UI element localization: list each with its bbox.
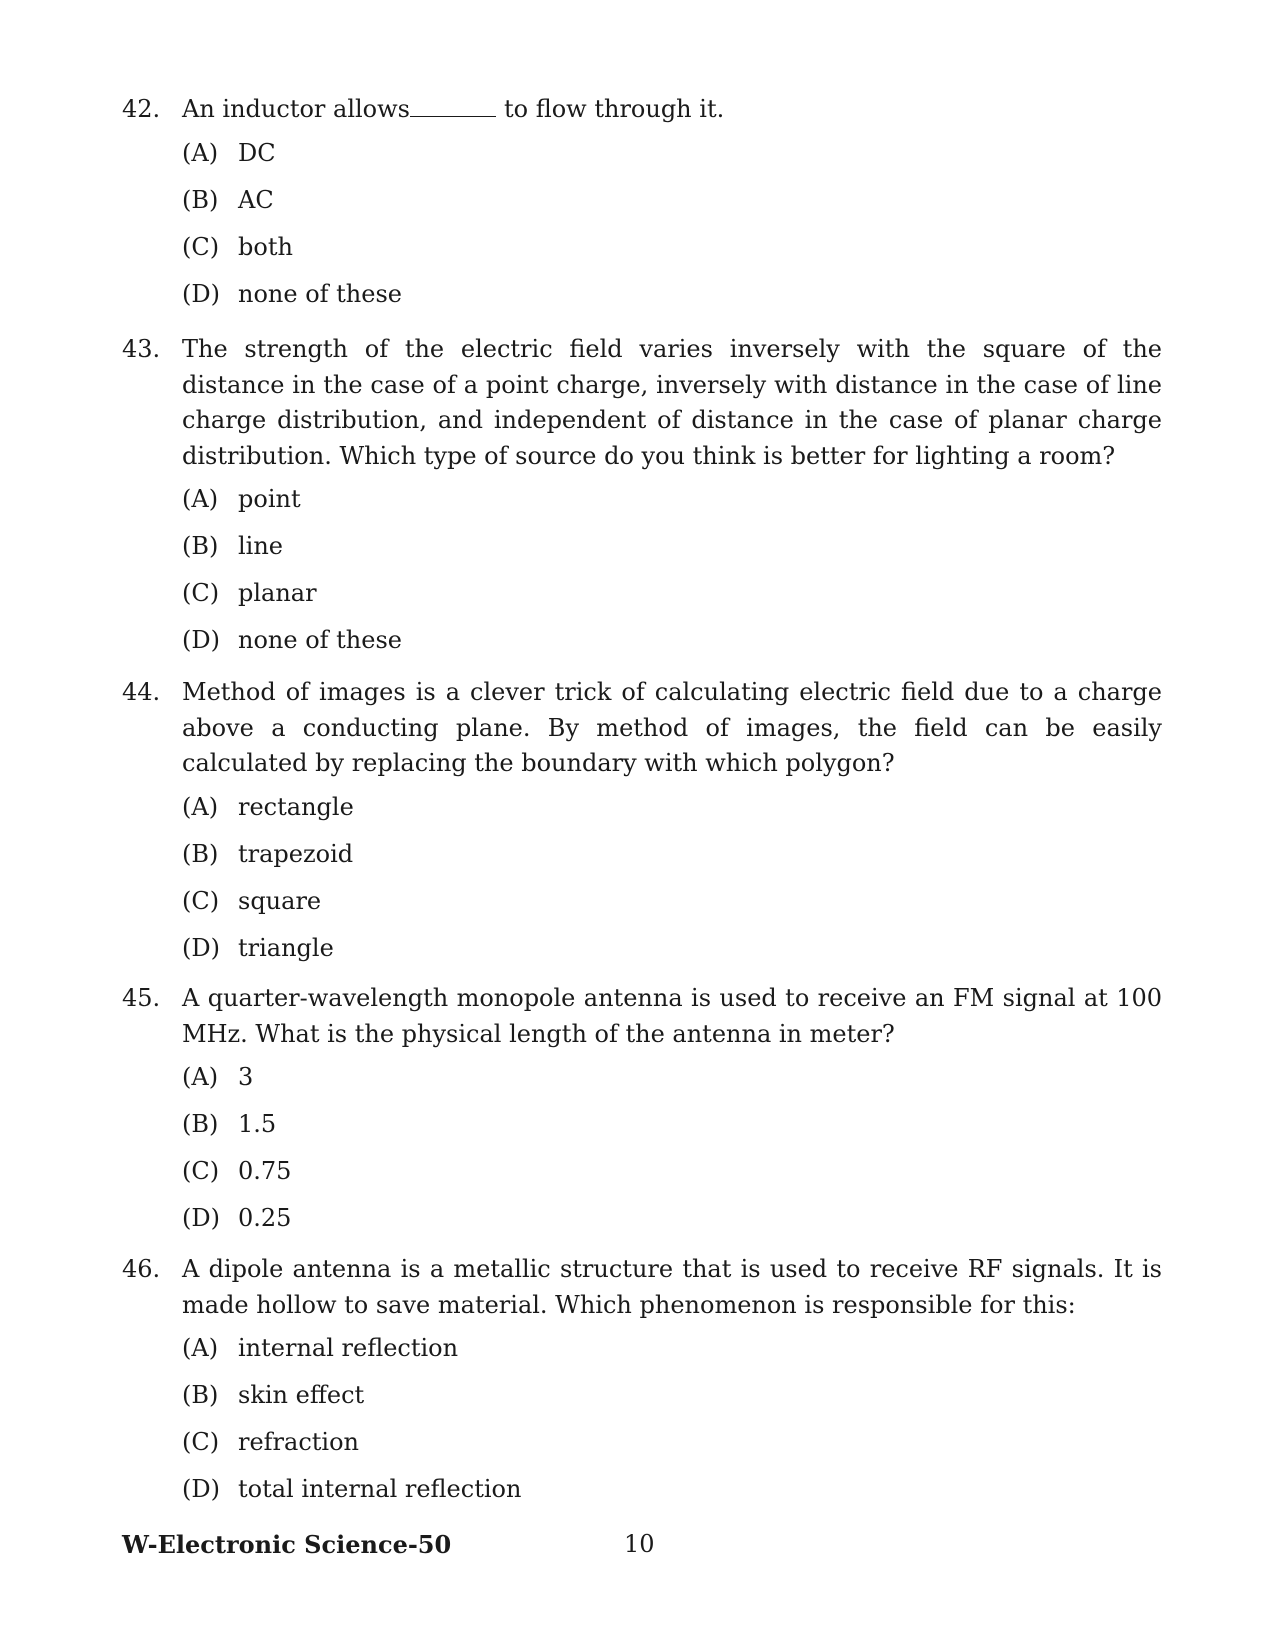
option-letter: (A)	[182, 138, 219, 167]
option-d	[182, 624, 1162, 656]
option-text: total internal reflection	[238, 1475, 522, 1503]
question-number: 44.	[122, 678, 161, 706]
question-45	[122, 981, 1162, 1249]
option-c	[182, 1155, 1162, 1187]
question-46	[122, 1252, 1162, 1520]
question-text: Method of images is a clever trick of calculating electric field due to a charge above a conducting plane. By method of images, the field can be easily calculated by replacing the boundary with which polygon?	[182, 678, 1162, 777]
option-letter: (D)	[182, 1204, 220, 1232]
option-text: point	[238, 485, 301, 513]
option-text: 3	[238, 1063, 254, 1091]
option-letter: (D)	[182, 933, 220, 962]
option-d	[182, 1473, 1162, 1505]
option-letter: (A)	[182, 1063, 219, 1091]
option-text: both	[238, 232, 293, 261]
option-a	[182, 137, 1162, 169]
option-d	[182, 278, 1162, 310]
question-43	[122, 332, 1162, 671]
option-letter: (C)	[182, 579, 220, 607]
option-text: 0.75	[238, 1157, 292, 1185]
option-list	[182, 1332, 1162, 1505]
option-text: 1.5	[238, 1110, 277, 1138]
option-c	[182, 1426, 1162, 1458]
option-letter: (B)	[182, 1110, 219, 1138]
option-a	[182, 791, 1162, 823]
option-letter: (B)	[182, 185, 219, 214]
question-text-before-blank: An inductor allows	[182, 95, 410, 123]
option-c	[182, 231, 1162, 263]
option-text: trapezoid	[238, 839, 354, 868]
option-letter: (D)	[182, 279, 220, 308]
option-text: rectangle	[238, 792, 354, 821]
page-footer	[122, 1530, 1162, 1562]
option-letter: (A)	[182, 1334, 219, 1362]
option-text: square	[238, 886, 322, 915]
option-letter: (B)	[182, 532, 219, 560]
option-letter: (C)	[182, 232, 220, 261]
question-text-after-blank: to flow through it.	[503, 95, 725, 123]
question-text: A dipole antenna is a metallic structure that is used to receive RF signals. It is made hollow to save material. Which phenomenon is responsible for this:	[182, 1255, 1162, 1319]
question-text	[182, 92, 1162, 128]
option-letter: (C)	[182, 1428, 220, 1456]
question-number: 43.	[122, 335, 161, 363]
paper-code: W-Electronic Science-50	[122, 1530, 452, 1559]
option-letter: (D)	[182, 626, 220, 654]
option-b	[182, 1108, 1162, 1140]
option-d	[182, 1202, 1162, 1234]
question-44	[122, 675, 1162, 979]
option-c	[182, 885, 1162, 917]
option-text: none of these	[238, 626, 402, 654]
option-letter: (B)	[182, 839, 219, 868]
option-letter: (B)	[182, 1381, 219, 1409]
option-letter: (A)	[182, 792, 219, 821]
option-c	[182, 577, 1162, 609]
option-b	[182, 1379, 1162, 1411]
option-text: DC	[238, 138, 276, 167]
option-text: refraction	[238, 1428, 360, 1456]
option-text: triangle	[238, 933, 334, 962]
option-b	[182, 838, 1162, 870]
option-a	[182, 483, 1162, 515]
option-d	[182, 932, 1162, 964]
question-number: 42.	[122, 95, 161, 123]
option-b	[182, 184, 1162, 216]
option-text: 0.25	[238, 1204, 292, 1232]
option-text: none of these	[238, 279, 402, 308]
option-list	[182, 791, 1162, 964]
option-letter: (D)	[182, 1475, 220, 1503]
question-text: A quarter-wavelength monopole antenna is used to receive an FM signal at 100 MHz. What is the physical length of the antenna in meter?	[182, 984, 1162, 1048]
option-letter: (A)	[182, 485, 219, 513]
option-text: AC	[238, 185, 274, 214]
option-list	[182, 137, 1162, 310]
question-text: The strength of the electric field varies inversely with the square of the distance in the case of a point charge, inversely with distance in the case of line charge distribution, and independent of distance in the case of planar charge distribution. Which type of source do you think is better for lighting a room?	[182, 335, 1162, 470]
option-letter: (C)	[182, 886, 220, 915]
question-number: 45.	[122, 984, 161, 1012]
page-number: 10	[624, 1530, 655, 1558]
option-text: planar	[238, 579, 317, 607]
option-b	[182, 530, 1162, 562]
fill-in-blank	[410, 96, 496, 117]
question-number: 46.	[122, 1255, 161, 1283]
option-text: internal reflection	[238, 1334, 459, 1362]
option-text: skin effect	[238, 1381, 365, 1409]
option-text: line	[238, 532, 284, 560]
question-42	[122, 92, 1162, 325]
option-letter: (C)	[182, 1157, 220, 1185]
option-a	[182, 1332, 1162, 1364]
option-a	[182, 1061, 1162, 1093]
option-list	[182, 483, 1162, 656]
option-list	[182, 1061, 1162, 1234]
